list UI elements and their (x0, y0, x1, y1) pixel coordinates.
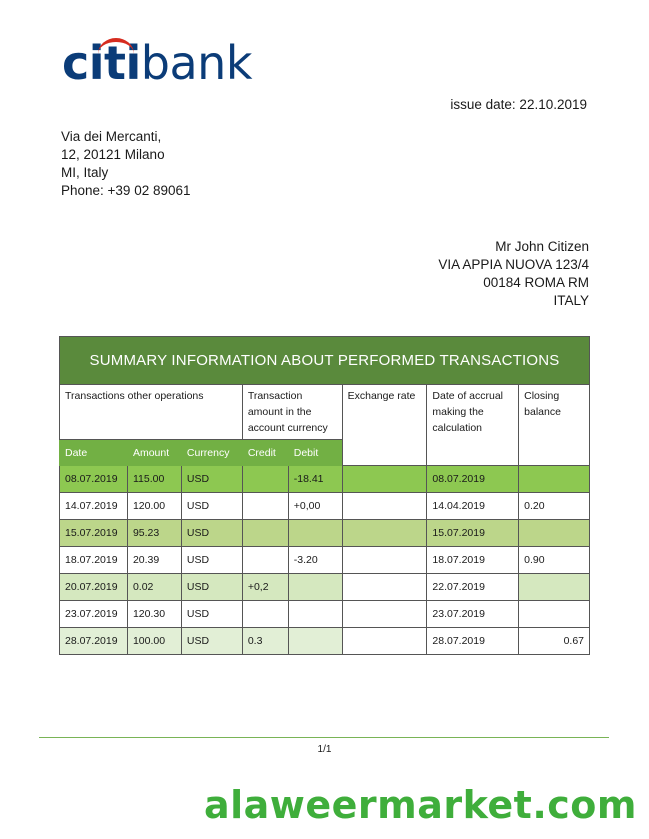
header-accrual-date: Date of accrual making the calculation (427, 385, 519, 466)
cell-accrual: 23.07.2019 (427, 601, 519, 628)
cell-credit (242, 601, 288, 628)
header-amount-currency: Transaction amount in the account currency (242, 385, 342, 440)
cell-balance: 0.90 (519, 547, 590, 574)
watermark: alaweermarket.com (203, 783, 637, 827)
cell-accrual: 14.04.2019 (427, 493, 519, 520)
cell-rate (342, 574, 427, 601)
subheader-credit: Credit (242, 440, 288, 466)
recipient-line: VIA APPIA NUOVA 123/4 (438, 257, 589, 272)
recipient-line: Mr John Citizen (495, 239, 589, 254)
cell-debit (288, 574, 342, 601)
cell-currency: USD (181, 466, 242, 493)
cell-balance (519, 466, 590, 493)
table-title: SUMMARY INFORMATION ABOUT PERFORMED TRANSACTIONS (60, 337, 590, 385)
cell-balance: 0.20 (519, 493, 590, 520)
sender-line: Phone: +39 02 89061 (61, 183, 191, 198)
recipient-address (438, 238, 589, 310)
cell-accrual: 22.07.2019 (427, 574, 519, 601)
recipient-line: 00184 ROMA RM (483, 275, 589, 290)
table-row (60, 520, 590, 547)
cell-accrual: 15.07.2019 (427, 520, 519, 547)
cell-debit (288, 628, 342, 655)
header-closing-balance: Closing balance (519, 385, 590, 466)
issue-date: issue date: 22.10.2019 (450, 97, 587, 112)
cell-balance: 0.67 (519, 628, 590, 655)
cell-accrual: 18.07.2019 (427, 547, 519, 574)
subheader-date: Date (60, 440, 128, 466)
logo-citi: citi (62, 36, 141, 90)
cell-rate (342, 547, 427, 574)
cell-debit (288, 520, 342, 547)
table-row (60, 601, 590, 628)
cell-amount: 0.02 (127, 574, 181, 601)
citibank-logo (62, 36, 252, 90)
table-row (60, 493, 590, 520)
cell-debit: -3.20 (288, 547, 342, 574)
cell-currency: USD (181, 547, 242, 574)
table-row (60, 547, 590, 574)
cell-date: 14.07.2019 (60, 493, 128, 520)
cell-amount: 120.30 (127, 601, 181, 628)
sender-line: 12, 20121 Milano (61, 147, 165, 162)
cell-date: 08.07.2019 (60, 466, 128, 493)
cell-debit: -18.41 (288, 466, 342, 493)
cell-amount: 100.00 (127, 628, 181, 655)
cell-credit: +0,2 (242, 574, 288, 601)
cell-credit (242, 520, 288, 547)
cell-rate (342, 628, 427, 655)
cell-credit (242, 493, 288, 520)
cell-currency: USD (181, 628, 242, 655)
cell-rate (342, 520, 427, 547)
cell-currency: USD (181, 574, 242, 601)
table-row (60, 466, 590, 493)
cell-balance (519, 574, 590, 601)
cell-date: 20.07.2019 (60, 574, 128, 601)
cell-accrual: 28.07.2019 (427, 628, 519, 655)
subheader-currency: Currency (181, 440, 242, 466)
cell-credit (242, 466, 288, 493)
cell-rate (342, 466, 427, 493)
cell-currency: USD (181, 493, 242, 520)
subheader-amount: Amount (127, 440, 181, 466)
cell-date: 15.07.2019 (60, 520, 128, 547)
cell-balance (519, 520, 590, 547)
cell-credit: 0.3 (242, 628, 288, 655)
cell-balance (519, 601, 590, 628)
cell-currency: USD (181, 520, 242, 547)
page-number: 1/1 (317, 744, 332, 755)
cell-amount: 20.39 (127, 547, 181, 574)
cell-accrual: 08.07.2019 (427, 466, 519, 493)
table-row (60, 628, 590, 655)
cell-currency: USD (181, 601, 242, 628)
cell-date: 28.07.2019 (60, 628, 128, 655)
sender-address (61, 128, 191, 200)
footer-divider (39, 737, 609, 738)
recipient-line: ITALY (553, 293, 589, 308)
cell-amount: 120.00 (127, 493, 181, 520)
cell-debit: +0,00 (288, 493, 342, 520)
cell-rate (342, 601, 427, 628)
logo-bank: bank (140, 36, 252, 90)
table-row (60, 574, 590, 601)
header-exchange-rate: Exchange rate (342, 385, 427, 466)
header-transactions: Transactions other operations (60, 385, 243, 440)
cell-date: 18.07.2019 (60, 547, 128, 574)
subheader-debit: Debit (288, 440, 342, 466)
sender-line: MI, Italy (61, 165, 109, 180)
cell-amount: 115.00 (127, 466, 181, 493)
cell-amount: 95.23 (127, 520, 181, 547)
sender-line: Via dei Mercanti, (61, 129, 162, 144)
cell-credit (242, 547, 288, 574)
cell-debit (288, 601, 342, 628)
cell-rate (342, 493, 427, 520)
transactions-table (59, 336, 590, 655)
cell-date: 23.07.2019 (60, 601, 128, 628)
